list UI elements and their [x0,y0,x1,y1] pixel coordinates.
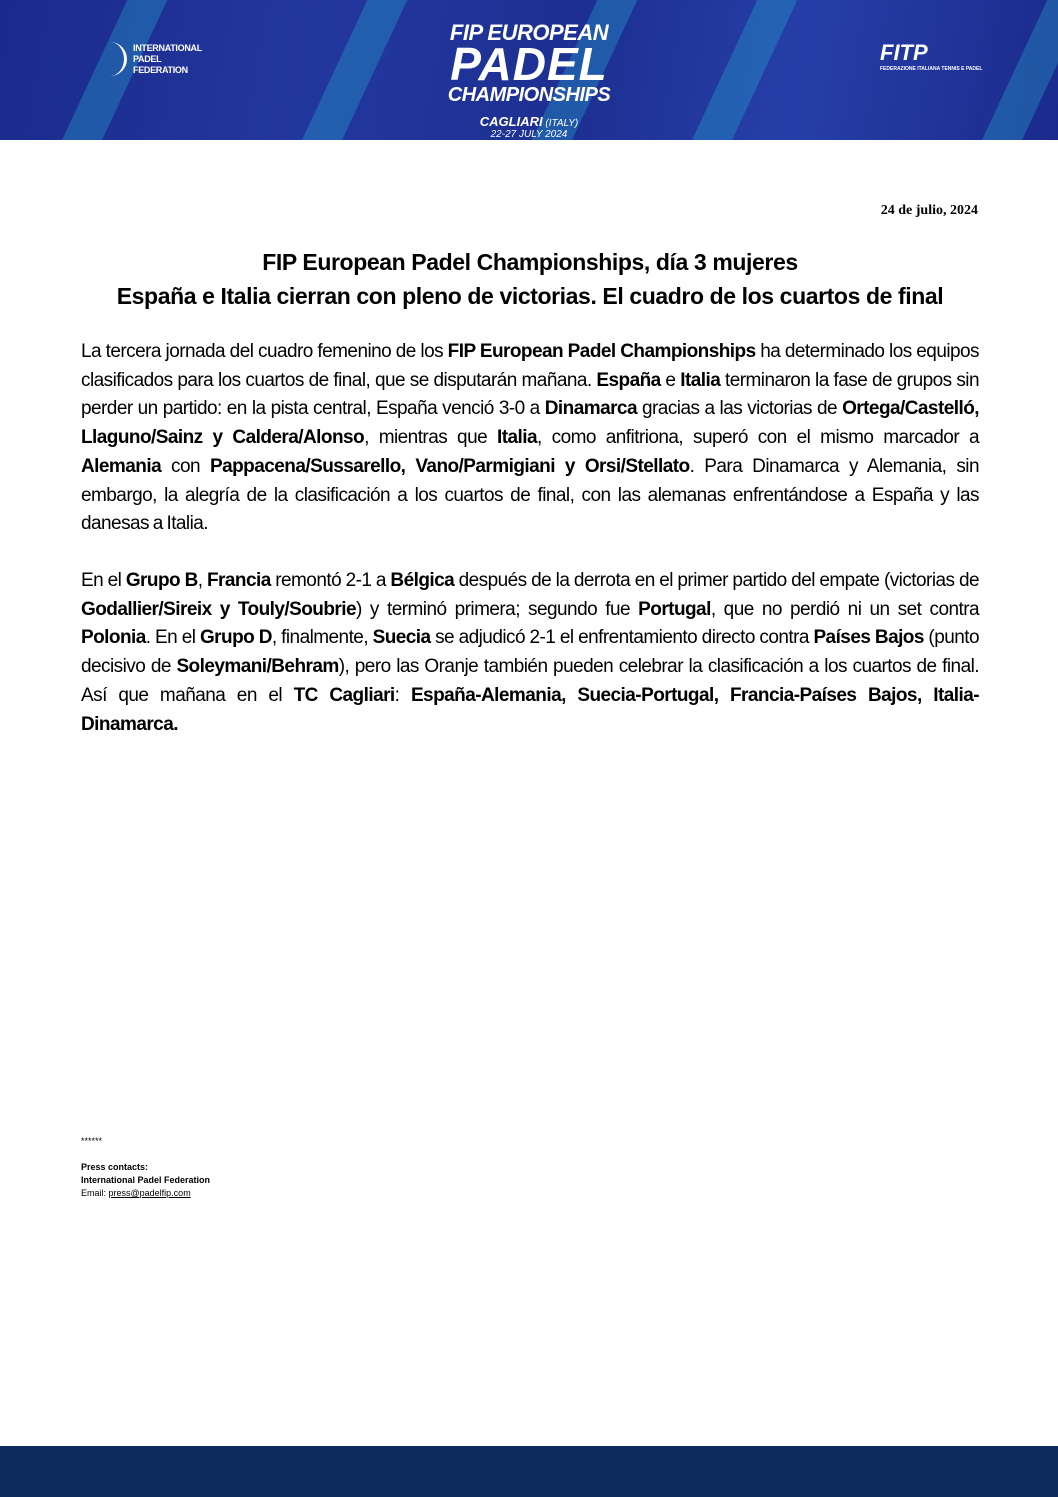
body-text: (punto decisivo de [81,627,980,678]
contacts-organization: International Padel Federation [81,1175,211,1185]
headline-line-2: España e Italia cierran con pleno de victorias. El cuadro de los cuartos de final [116,283,944,309]
headline [60,245,1000,313]
bold-text: FIP European Padel Championships [447,341,756,362]
body-text: , como anfitriona, superó con el mismo marcador a [537,427,979,449]
bold-text: Alemania [81,455,162,477]
body-paragraph [81,567,979,739]
body-text: con [161,455,210,477]
ipf-logo-line: PADEL [133,53,162,64]
body-text: En el [81,570,126,591]
bold-text: Dinamarca [544,398,637,420]
body-text: : [394,684,411,706]
bold-text: Godallier/Sireix y Touly/Soubrie [81,598,356,620]
body-text: ) y terminó primera; segundo fue [356,598,639,620]
body-text: terminaron la fase de grupos sin perder un partido: en la pista central, España venció 3-0 a [81,369,979,420]
bold-text: Italia [497,427,537,449]
body-paragraph [81,338,979,539]
bold-text: Grupo B [125,570,198,591]
body-text: se adjudicó 2-1 el enfrentamiento directo contra [430,627,814,649]
event-location [400,114,658,129]
fitp-logo-subtitle: FEDERAZIONE ITALIANA TENNIS E PADEL [880,66,983,72]
event-title-1: FIP EUROPEAN [449,20,609,45]
location-country: (ITALY) [542,118,579,129]
body-text: gracias a las victorias de [636,398,843,420]
body-text: , [197,570,207,591]
event-logo [400,22,658,140]
event-title-3: CHAMPIONSHIPS [447,84,611,106]
bold-text: Pappacena/Sussarello, Vano/Parmigiani y Orsi/Stellato [209,455,690,477]
body-text: remontó 2-1 a [270,570,391,591]
bold-text: Italia [680,369,721,391]
email-label: Email: [81,1188,109,1198]
bold-text: Ortega/Castelló, Llaguno/Sainz y Caldera/Alonso [81,398,979,449]
event-dates: 22-27 JULY 2024 [490,129,568,140]
headline-line-1: FIP European Padel Championships, día 3 mujeres [262,249,798,275]
bold-text: Francia [206,570,271,591]
body-text: La tercera jornada del cuadro femenino de los [81,341,448,362]
bold-text: España-Alemania, Suecia-Portugal, Francia-Países Bajos, Italia-Dinamarca. [81,684,979,735]
body-text: . En el [145,627,200,649]
bold-text: Países Bajos [813,627,924,649]
body-text: ha determinado los equipos clasificados para los cuartos de final, que se disputarán mañana. [81,341,979,391]
body-text: después de la derrota en el primer partido del empate (victorias de [454,570,979,591]
contacts-heading: Press contacts: [81,1162,149,1172]
press-contacts [81,1135,210,1200]
bold-text: Bélgica [390,570,455,591]
email-link[interactable]: press@padelfip.com [108,1188,191,1198]
body-text: e [660,369,681,391]
fitp-logo [880,40,982,72]
body-text: , finalmente, [271,627,373,649]
location-city: CAGLIARI [479,114,543,129]
bold-text: España [596,369,661,391]
ipf-logo [100,42,202,76]
fitp-logo-text: FITP [880,40,928,65]
body-text: . Para Dinamarca y Alemania, sin embargo, la alegría de la clasificación a los cuartos de final, con las alemanas enfrentándose a España y las danesas a Italia. [81,455,979,535]
bold-text: Soleymani/Behram [176,656,339,678]
body-text: , que no perdió ni un set contra [710,598,980,620]
bold-text: TC Cagliari [293,684,395,706]
body-text: ), pero las Oranje también pueden celebrar la clasificación a los cuartos de final. Así que mañana en el [81,656,979,706]
header-banner [0,0,1058,140]
bold-text: Suecia [372,627,431,649]
ipf-ball-icon [100,42,127,76]
body-text: , mientras que [364,427,497,449]
event-title-2: PADEL [450,38,608,90]
separator: ****** [81,1136,103,1146]
bold-text: Portugal [638,598,711,620]
bold-text: Grupo D [199,627,272,649]
bold-text: Polonia [81,627,146,649]
ipf-logo-line: FEDERATION [133,64,188,75]
footer-bar [0,1446,1058,1497]
ipf-logo-line: INTERNATIONAL [133,42,202,53]
document-date: 24 de julio, 2024 [880,203,978,218]
